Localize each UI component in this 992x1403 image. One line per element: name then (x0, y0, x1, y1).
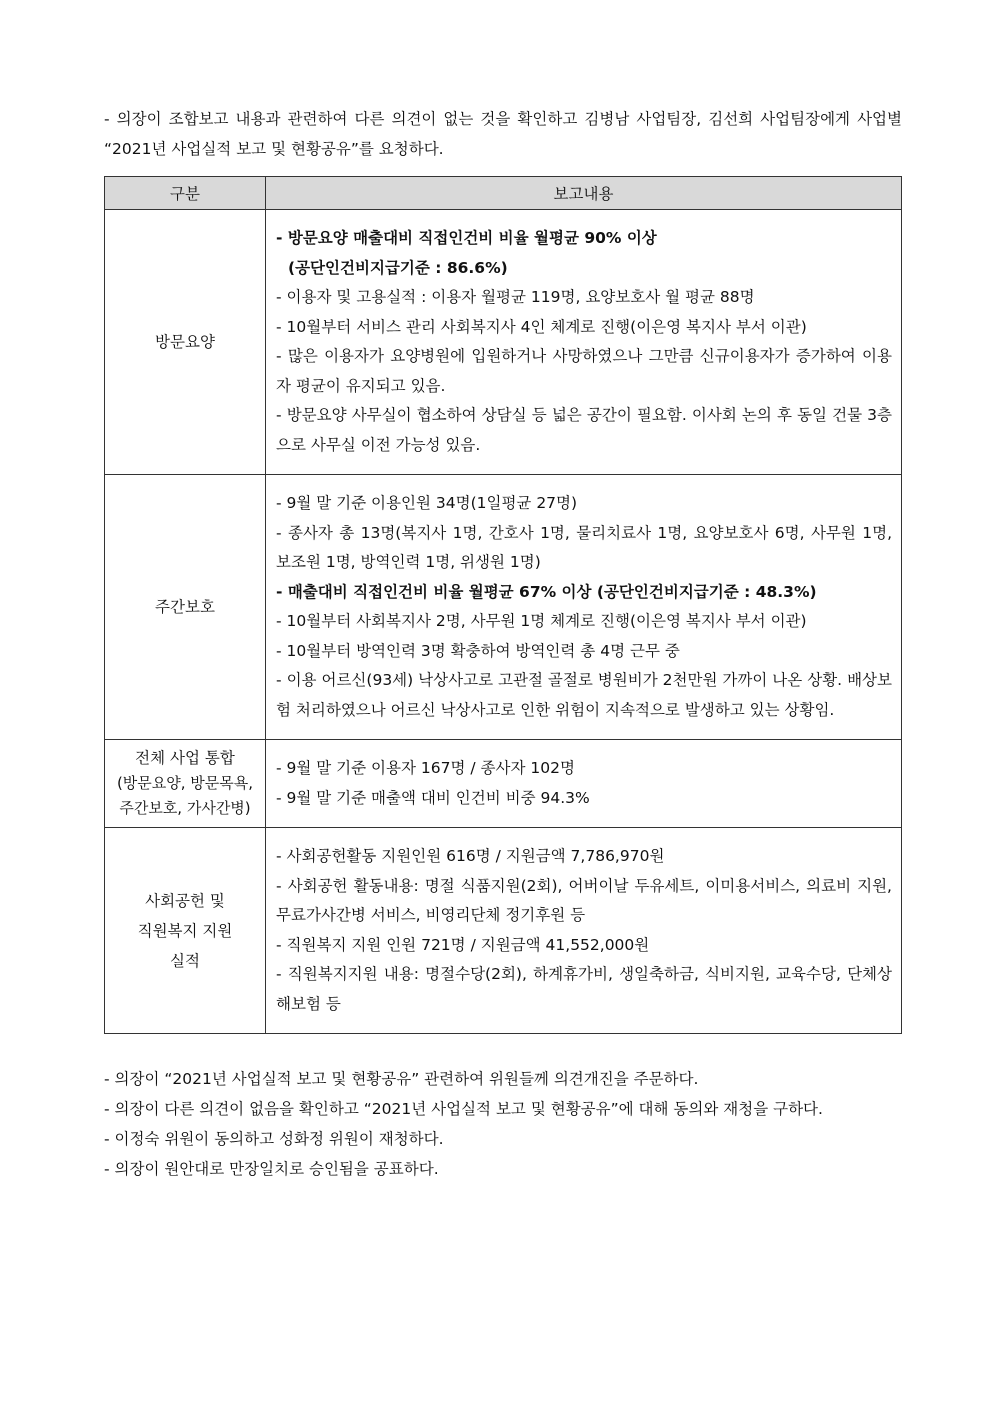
category-label: (방문요양, 방문목욕, (116, 774, 254, 792)
report-table (104, 176, 902, 1034)
content-line: - 직원복지 지원 인원 721명 / 지원금액 41,552,000원 (276, 935, 650, 954)
intro-paragraph: - 의장이 조합보고 내용과 관련하여 다른 의견이 없는 것을 확인하고 김병남 사업팀장, 김선희 사업팀장에게 사업별 “2021년 사업실적 보고 및 현황공유”를 요청하다. (104, 110, 902, 158)
row-content (266, 210, 902, 475)
row-category (105, 475, 266, 740)
content-line: - 방문요양 사무실이 협소하여 상담실 등 넓은 공간이 필요함. 이사회 논의 후 동일 건물 3층으로 사무실 이전 가능성 있음. (276, 406, 892, 454)
row-content (266, 740, 902, 828)
table-header-row (105, 177, 902, 210)
closing-line: - 이정숙 위원이 동의하고 성화정 위원이 재청하다. (104, 1130, 444, 1148)
category-label: 사회공헌 및 (145, 891, 225, 910)
content-line: - 직원복지지원 내용: 명절수당(2회), 하계휴가비, 생일축하금, 식비지원, 교육수당, 단체상해보험 등 (276, 965, 892, 1013)
row-content (266, 475, 902, 740)
category-label: 직원복지 지원 (137, 921, 233, 940)
content-line: - 10월부터 서비스 관리 사회복지사 4인 체계로 진행(이은영 복지사 부서 이관) (276, 317, 807, 336)
row-content (266, 828, 902, 1034)
table-row (105, 475, 902, 740)
content-line: - 9월 말 기준 이용인원 34명(1일평균 27명) (276, 494, 578, 512)
category-label: 주간보호 (155, 598, 215, 616)
table-row (105, 740, 902, 828)
content-line: - 방문요양 매출대비 직접인건비 비율 월평균 90% 이상 (276, 229, 657, 247)
category-label: 전체 사업 통합 (135, 749, 235, 767)
content-line: - 이용자 및 고용실적 : 이용자 월평균 119명, 요양보호사 월 평균 88명 (276, 288, 755, 306)
report-table-body (105, 210, 902, 1034)
closing-line: - 의장이 원안대로 만장일치로 승인됨을 공표하다. (104, 1160, 439, 1178)
content-line: - 10월부터 사회복지사 2명, 사무원 1명 체계로 진행(이은영 복지사 부서 이관) (276, 612, 807, 630)
row-category (105, 828, 266, 1034)
category-label: 실적 (170, 951, 200, 970)
document-page (104, 104, 902, 1184)
row-category (105, 210, 266, 475)
content-line: - 이용 어르신(93세) 낙상사고로 고관절 골절로 병원비가 2천만원 가까이 나온 상황. 배상보험 처리하였으나 어르신 낙상사고로 인한 위험이 지속적으로 발생하고 있는 상황임. (276, 671, 892, 719)
content-line: - 10월부터 방역인력 3명 확충하여 방역인력 총 4명 근무 중 (276, 641, 680, 660)
closing-line: - 의장이 다른 의견이 없음을 확인하고 “2021년 사업실적 보고 및 현황공유”에 대해 동의와 재청을 구하다. (104, 1100, 823, 1118)
content-line: - 많은 이용자가 요양병원에 입원하거나 사망하였으나 그만큼 신규이용자가 증가하여 이용자 평균이 유지되고 있음. (276, 347, 892, 395)
table-row (105, 828, 902, 1034)
closing-section (104, 1064, 902, 1184)
closing-line: - 의장이 “2021년 사업실적 보고 및 현황공유” 관련하여 위원들께 의견개진을 주문하다. (104, 1070, 699, 1088)
content-line: - 사회공헌활동 지원인원 616명 / 지원금액 7,786,970원 (276, 847, 665, 865)
header-content: 보고내용 (266, 177, 902, 210)
category-label: 주간보호, 가사간병) (119, 799, 251, 817)
content-line: (공단인건비지급기준 : 86.6%) (288, 258, 508, 277)
content-line: - 종사자 총 13명(복지사 1명, 간호사 1명, 물리치료사 1명, 요양보호사 6명, 사무원 1명, 보조원 1명, 방역인력 1명, 위생원 1명) (276, 523, 892, 571)
category-label: 방문요양 (155, 333, 215, 351)
row-category (105, 740, 266, 828)
content-line: - 9월 말 기준 매출액 대비 인건비 비중 94.3% (276, 788, 590, 807)
content-line: - 매출대비 직접인건비 비율 월평균 67% 이상 (공단인건비지급기준 : 48.3%) (276, 582, 817, 601)
table-row (105, 210, 902, 475)
content-line: - 9월 말 기준 이용자 167명 / 종사자 102명 (276, 759, 575, 777)
content-line: - 사회공헌 활동내용: 명절 식품지원(2회), 어버이날 두유세트, 이미용서비스, 의료비 지원, 무료가사간병 서비스, 비영리단체 정기후원 등 (276, 876, 892, 924)
header-category: 구분 (105, 177, 266, 210)
